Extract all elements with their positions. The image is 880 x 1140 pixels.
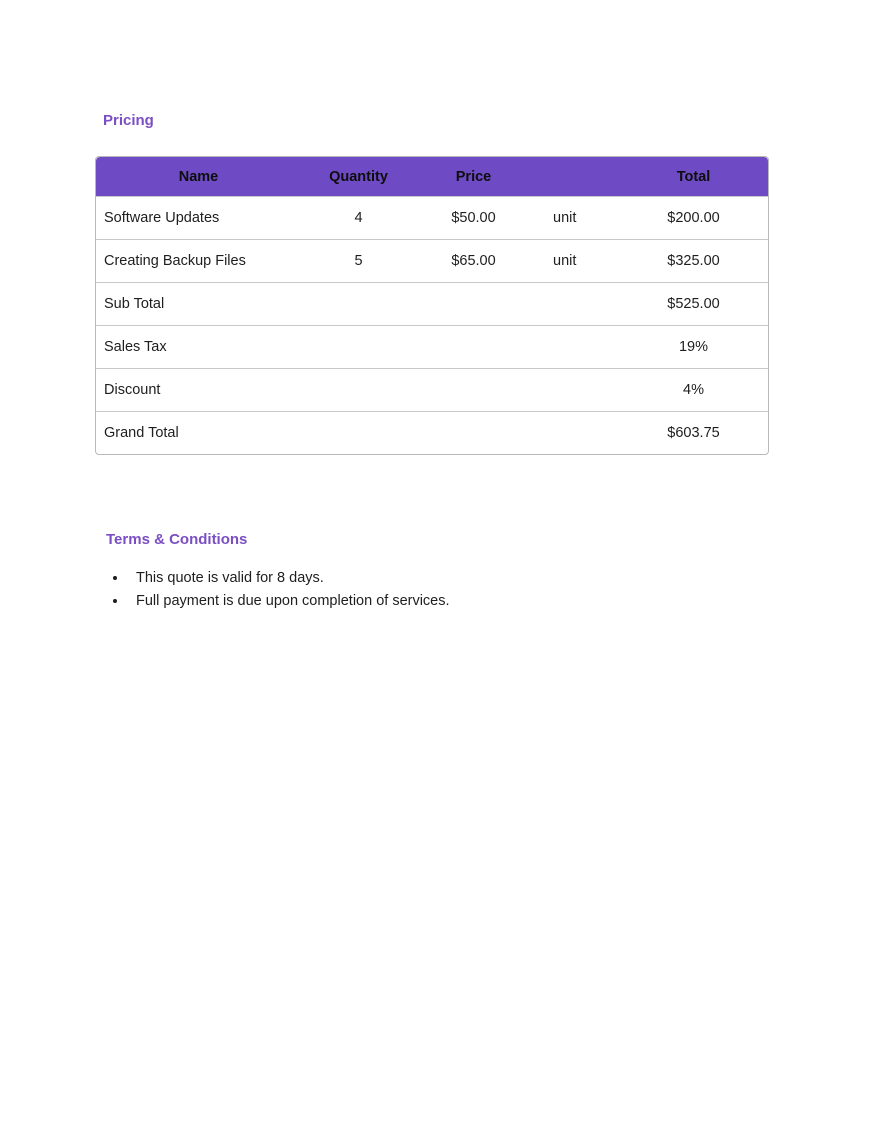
summary-label: Sub Total [104, 296, 165, 312]
summary-row-grand-total [96, 411, 768, 454]
header-quantity: Quantity [329, 168, 388, 185]
summary-row-discount [96, 368, 768, 411]
item-unit: unit [553, 253, 577, 269]
item-unit: unit [553, 210, 577, 226]
summary-value: 19% [678, 339, 709, 355]
item-quantity: 4 [354, 210, 363, 226]
summary-row-sales-tax [96, 325, 768, 368]
terms-conditions-heading: Terms & Conditions [106, 531, 248, 548]
item-name: Software Updates [104, 210, 220, 226]
terms-item: • Full payment is due upon completion of services. [128, 593, 688, 610]
pricing-table [95, 156, 769, 455]
table-row [96, 239, 768, 282]
summary-value: 4% [683, 382, 704, 398]
summary-value: $525.00 [667, 296, 720, 312]
summary-label: Sales Tax [104, 339, 167, 355]
header-total: Total [676, 168, 711, 185]
summary-value: $603.75 [667, 425, 720, 441]
item-price: $65.00 [451, 253, 496, 269]
header-name: Name [178, 168, 219, 185]
item-total: $200.00 [667, 210, 720, 226]
header-unit-spacer [531, 173, 619, 181]
summary-label: Grand Total [104, 425, 179, 441]
summary-label: Discount [104, 382, 161, 398]
item-price: $50.00 [451, 210, 496, 226]
header-price: Price [455, 168, 492, 185]
item-name: Creating Backup Files [104, 253, 246, 269]
terms-list [128, 570, 688, 615]
terms-item: • This quote is valid for 8 days. [128, 570, 688, 587]
table-header-row [96, 157, 768, 196]
item-total: $325.00 [667, 253, 720, 269]
summary-row-subtotal [96, 282, 768, 325]
table-row [96, 196, 768, 239]
pricing-heading: Pricing [103, 112, 154, 129]
item-quantity: 5 [354, 253, 363, 269]
